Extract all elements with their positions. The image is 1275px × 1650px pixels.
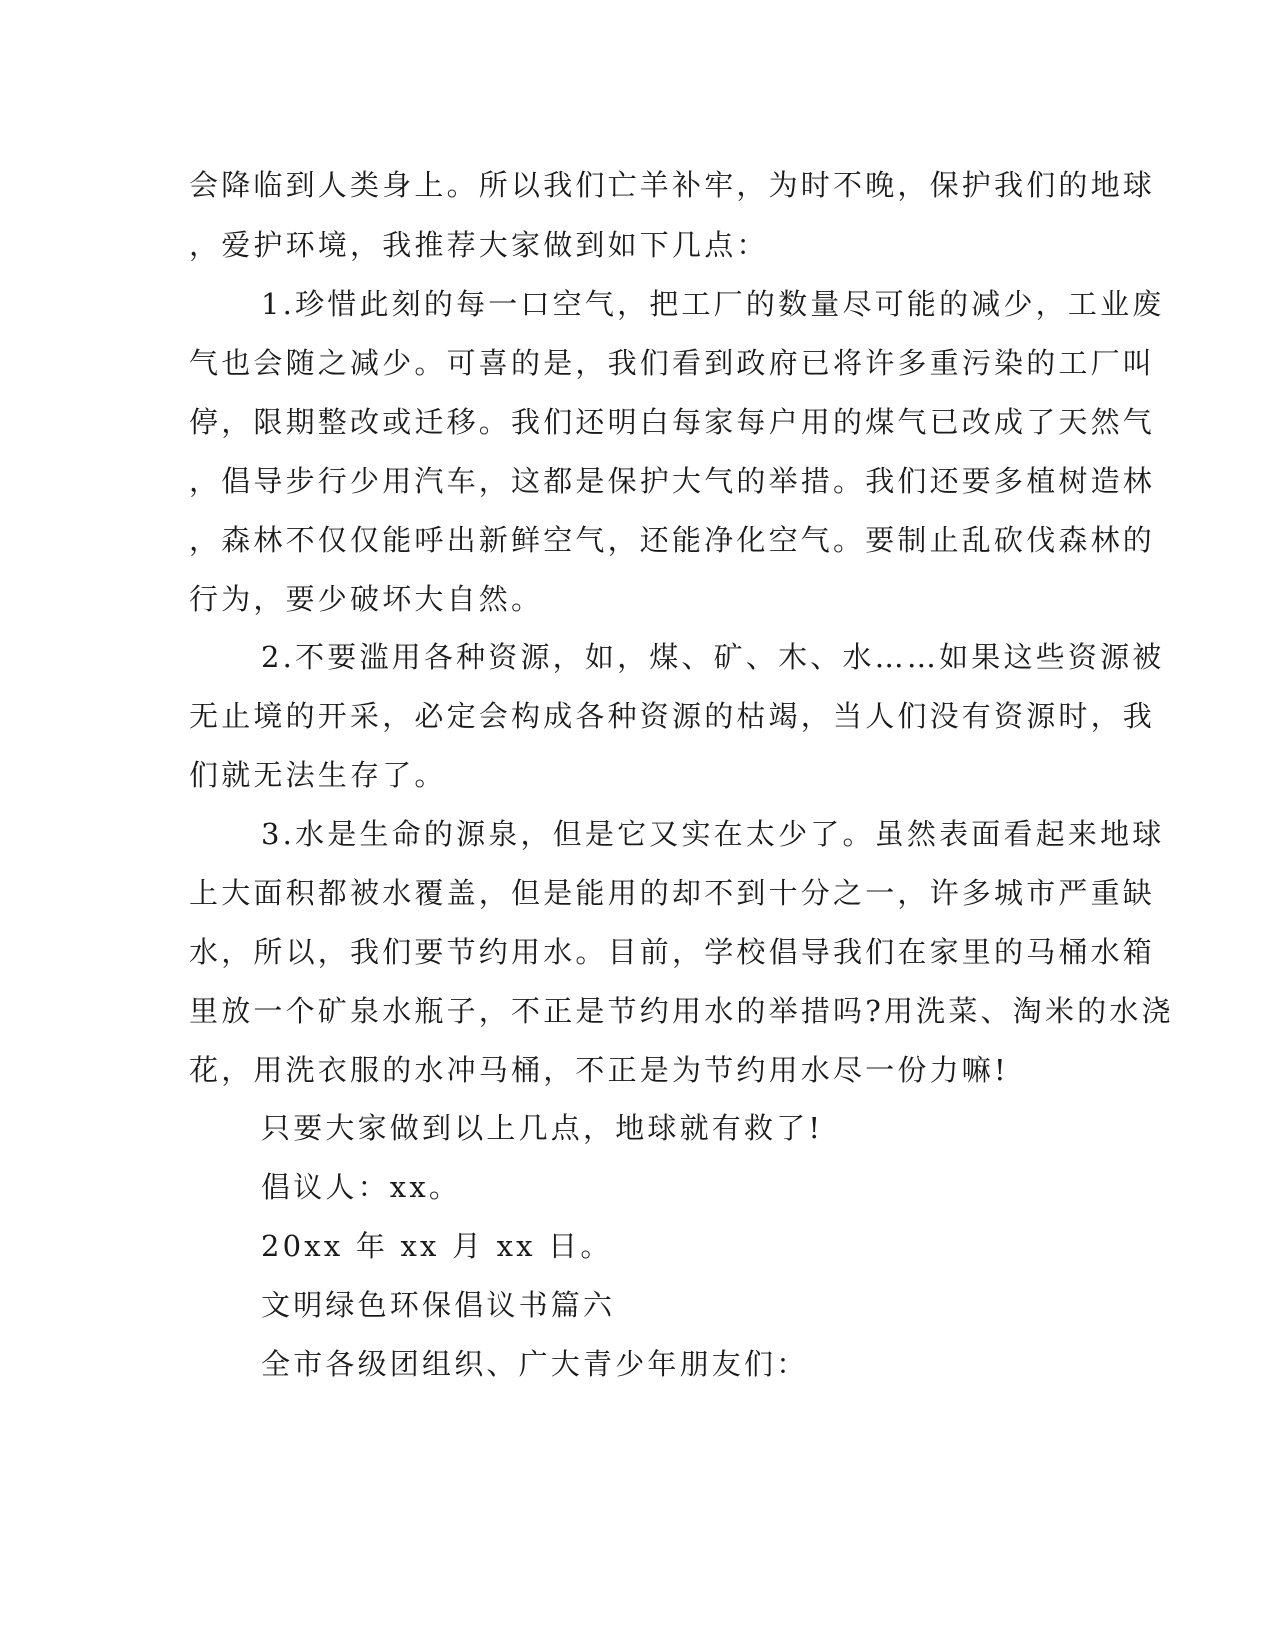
text-line: 里放一个矿泉水瓶子，不正是节约用水的举措吗?用洗菜、淘米的水浇 (189, 994, 1174, 1028)
text-line: 停，限期整改或迁移。我们还明白每家每户用的煤气已改成了天然气 (189, 405, 1156, 439)
text-line: 水，所以，我们要节约用水。目前，学校倡导我们在家里的马桶水箱 (189, 935, 1156, 969)
date-line: 20xx 年 xx 月 xx 日。 (261, 1229, 613, 1263)
list-item-1-line: 1.珍惜此刻的每一口空气，把工厂的数量尽可能的减少，工业废 (261, 287, 1165, 321)
list-item-3-line: 3.水是生命的源泉，但是它又实在太少了。虽然表面看起来地球 (261, 817, 1165, 851)
list-item-2-line: 2.不要滥用各种资源，如，煤、矿、木、水……如果这些资源被 (261, 640, 1165, 674)
text-line: 们就无法生存了。 (189, 758, 447, 792)
text-line: ，倡导步行少用汽车，这都是保护大气的举措。我们还要多植树造林 (189, 464, 1156, 498)
text-line: 行为，要少破坏大自然。 (189, 582, 544, 616)
text-line: ，爱护环境，我推荐大家做到如下几点： (189, 228, 769, 262)
text-line: 气也会随之减少。可喜的是，我们看到政府已将许多重污染的工厂叫 (189, 346, 1156, 380)
closing-line: 只要大家做到以上几点，地球就有救了! (261, 1111, 824, 1145)
text-line: 会降临到人类身上。所以我们亡羊补牢，为时不晚，保护我们的地球 (189, 168, 1156, 202)
text-line: 花，用洗衣服的水冲马桶，不正是为节约用水尽一份力嘛! (189, 1053, 1009, 1087)
text-line: 上大面积都被水覆盖，但是能用的却不到十分之一，许多城市严重缺 (189, 876, 1156, 910)
text-line: 无止境的开采，必定会构成各种资源的枯竭，当人们没有资源时，我 (189, 699, 1156, 733)
section-title: 文明绿色环保倡议书篇六 (261, 1288, 616, 1322)
signatory-line: 倡议人：xx。 (261, 1170, 462, 1204)
salutation-line: 全市各级团组织、广大青少年朋友们： (261, 1347, 809, 1381)
text-line: ，森林不仅仅能呼出新鲜空气，还能净化空气。要制止乱砍伐森林的 (189, 523, 1156, 557)
